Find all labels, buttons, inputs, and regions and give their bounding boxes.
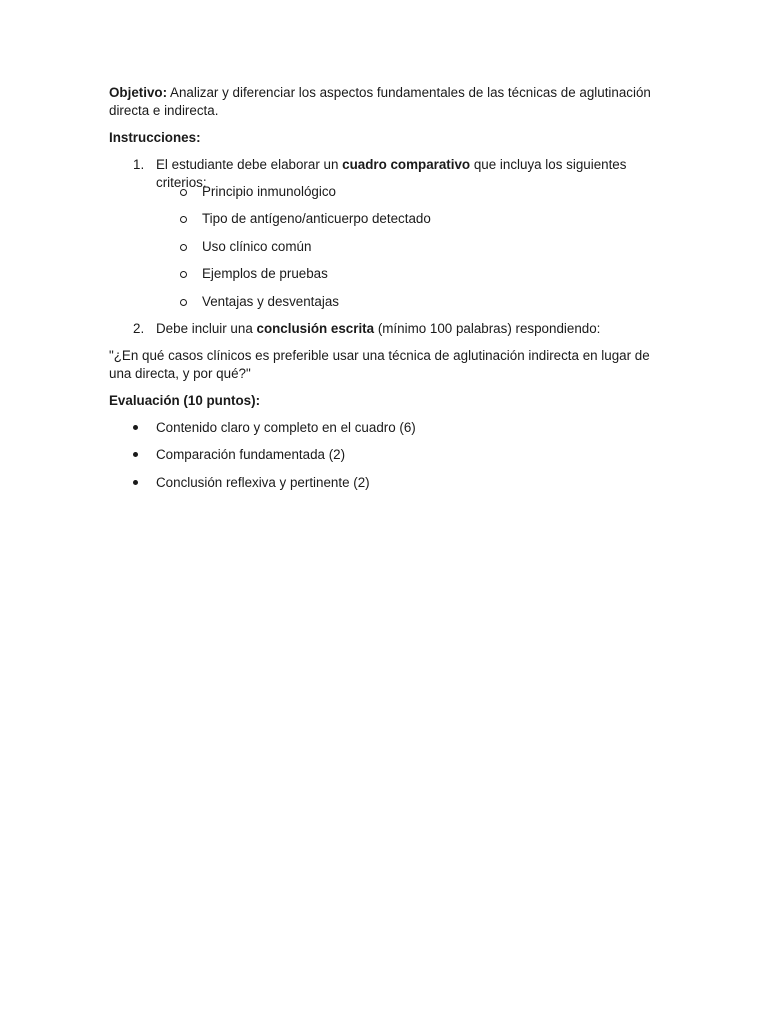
criteria-label: Uso clínico común	[202, 238, 312, 254]
criteria-list	[109, 183, 669, 311]
criteria-item	[109, 183, 669, 201]
instruction-number-2: 2.	[133, 320, 145, 336]
criteria-label: Ejemplos de pruebas	[202, 266, 328, 282]
criteria-label: Tipo de antígeno/anticuerpo detectado	[202, 211, 431, 227]
instruction-1-bold: cuadro comparativo	[342, 157, 471, 172]
instruction-item-2	[109, 320, 669, 338]
instruction-1-text-after: que incluya los siguientes criterios:	[156, 157, 627, 190]
criteria-item	[109, 293, 669, 311]
criteria-label: Principio inmunológico	[202, 184, 336, 199]
objective-paragraph	[109, 84, 669, 120]
instruction-item-1	[109, 156, 669, 190]
hollow-bullet-icon	[180, 271, 187, 278]
instruction-2-text-before: Debe incluir una	[156, 320, 257, 336]
bullet-icon	[133, 480, 138, 485]
question-paragraph: "¿En qué casos clínicos es preferible usar una técnica de aglutinación indirecta en lugar de una directa, y por qué?"	[109, 347, 650, 381]
document-page	[109, 84, 669, 501]
criteria-item	[109, 265, 669, 283]
bullet-icon	[133, 452, 138, 457]
evaluation-label: Conclusión reflexiva y pertinente (2)	[156, 474, 370, 490]
instructions-heading: Instrucciones:	[109, 130, 201, 145]
criteria-item	[109, 210, 669, 228]
evaluation-label: Comparación fundamentada (2)	[156, 447, 346, 463]
hollow-bullet-icon	[180, 244, 187, 251]
objective-text: Analizar y diferenciar los aspectos fundamentales de las técnicas de aglutinación directa e indirecta.	[109, 85, 651, 118]
instruction-1-text-before: El estudiante debe elaborar un	[156, 157, 343, 172]
hollow-bullet-icon	[180, 216, 187, 223]
evaluation-item	[109, 419, 669, 437]
criteria-label: Ventajas y desventajas	[202, 293, 339, 309]
evaluation-item	[109, 446, 669, 464]
bullet-icon	[133, 425, 138, 430]
hollow-bullet-icon	[180, 299, 187, 306]
evaluation-label: Contenido claro y completo en el cuadro (6)	[156, 419, 416, 435]
instruction-2-bold: conclusión escrita	[256, 320, 375, 336]
criteria-item	[109, 238, 669, 256]
instruction-number-1: 1.	[133, 157, 145, 172]
hollow-bullet-icon	[180, 189, 187, 196]
objective-label: Objetivo:	[109, 85, 168, 100]
evaluation-heading: Evaluación (10 puntos):	[109, 392, 261, 408]
evaluation-list	[109, 419, 669, 492]
evaluation-item	[109, 474, 669, 492]
instruction-2-text-after: (mínimo 100 palabras) respondiendo:	[374, 320, 601, 336]
